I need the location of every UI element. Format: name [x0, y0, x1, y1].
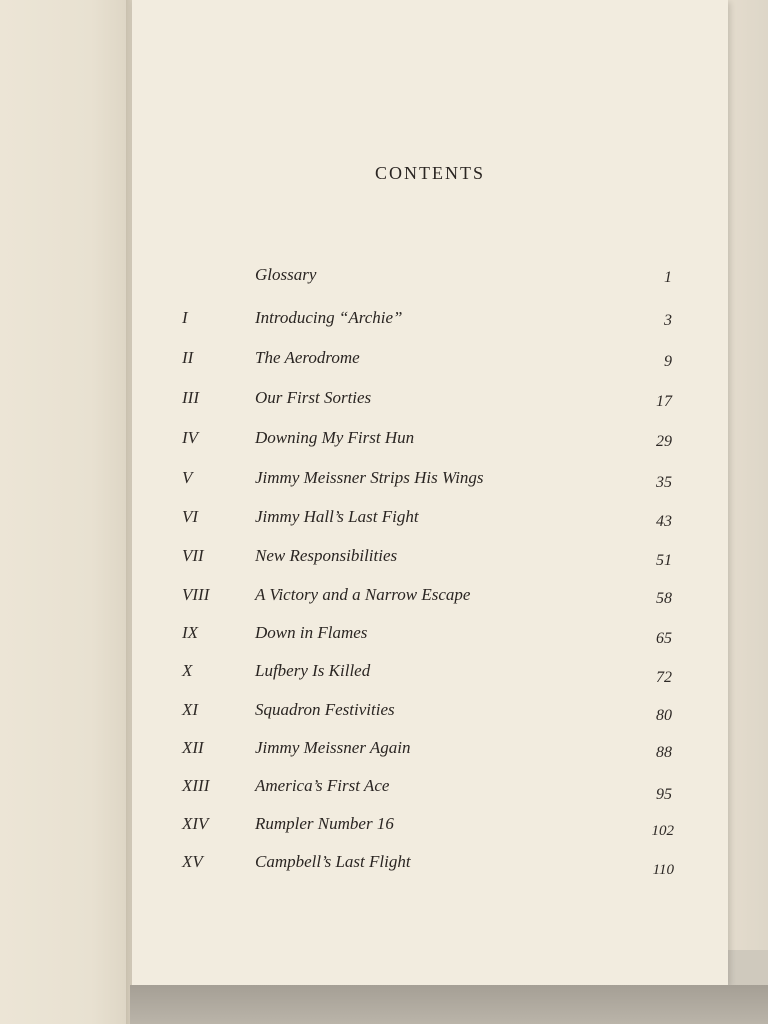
chapter-title: Rumpler Number 16: [255, 814, 394, 833]
page-number: 51: [656, 552, 672, 569]
chapter-title: America’s First Ace: [255, 776, 390, 795]
chapter-title: Our First Sorties: [255, 388, 372, 407]
page-number: 88: [656, 744, 672, 761]
chapter-title: A Victory and a Narrow Escape: [255, 585, 471, 604]
chapter-number: VII: [182, 546, 204, 565]
toc-entry: [0, 388, 768, 416]
page-number: 29: [656, 433, 672, 450]
page-number: 1: [664, 269, 672, 286]
chapter-number: II: [182, 348, 194, 367]
page-number: 72: [656, 669, 672, 686]
chapter-number: IX: [182, 623, 199, 642]
page-number: 43: [656, 513, 672, 530]
page-number: 17: [656, 393, 672, 410]
toc-entry: [0, 700, 768, 728]
toc-entry: [0, 623, 768, 651]
chapter-title: Glossary: [255, 265, 317, 284]
chapter-title: Introducing “Archie”: [255, 308, 403, 327]
page-number: 110: [652, 862, 674, 878]
chapter-number: XV: [182, 852, 203, 871]
toc-entry: [0, 428, 768, 456]
chapter-number: XII: [182, 738, 204, 757]
page-number: 3: [664, 312, 672, 329]
toc-entry: [0, 546, 768, 574]
chapter-title: The Aerodrome: [255, 348, 360, 367]
chapter-title: Campbell’s Last Flight: [255, 852, 411, 871]
toc-entry: [0, 308, 768, 336]
chapter-number: XI: [182, 700, 199, 719]
chapter-number: V: [182, 468, 193, 487]
page-number: 95: [656, 786, 672, 803]
page-number: 102: [651, 823, 674, 839]
page-number: 80: [656, 707, 672, 724]
chapter-number: X: [182, 661, 193, 680]
toc-entry: [0, 468, 768, 496]
page-number: 65: [656, 630, 672, 647]
toc-entry: [0, 265, 768, 293]
chapter-title: Lufbery Is Killed: [255, 661, 371, 680]
toc-entry: [0, 814, 768, 842]
toc-entry: [0, 852, 768, 880]
chapter-title: New Responsibilities: [255, 546, 398, 565]
chapter-number: XIV: [182, 814, 209, 833]
chapter-title: Jimmy Hall’s Last Fight: [255, 507, 419, 526]
chapter-number: I: [182, 308, 188, 327]
toc-entry: [0, 507, 768, 535]
chapter-number: IV: [182, 428, 199, 447]
page-number: 9: [664, 353, 672, 370]
toc-entry: [0, 661, 768, 689]
chapter-title: Downing My First Hun: [255, 428, 415, 447]
chapter-title: Down in Flames: [255, 623, 368, 642]
toc-entry: [0, 738, 768, 766]
chapter-number: VI: [182, 507, 199, 526]
chapter-number: XIII: [182, 776, 210, 795]
chapter-number: III: [182, 388, 199, 407]
toc-entry: [0, 776, 768, 804]
chapter-title: Squadron Festivities: [255, 700, 395, 719]
chapter-title: Jimmy Meissner Strips His Wings: [255, 468, 484, 487]
contents-heading: CONTENTS: [375, 163, 485, 183]
page-number: 58: [656, 590, 672, 607]
chapter-title: Jimmy Meissner Again: [255, 738, 411, 757]
toc-entry: [0, 348, 768, 376]
toc-entry: [0, 585, 768, 613]
page-number: 35: [656, 474, 672, 491]
chapter-number: VIII: [182, 585, 210, 604]
